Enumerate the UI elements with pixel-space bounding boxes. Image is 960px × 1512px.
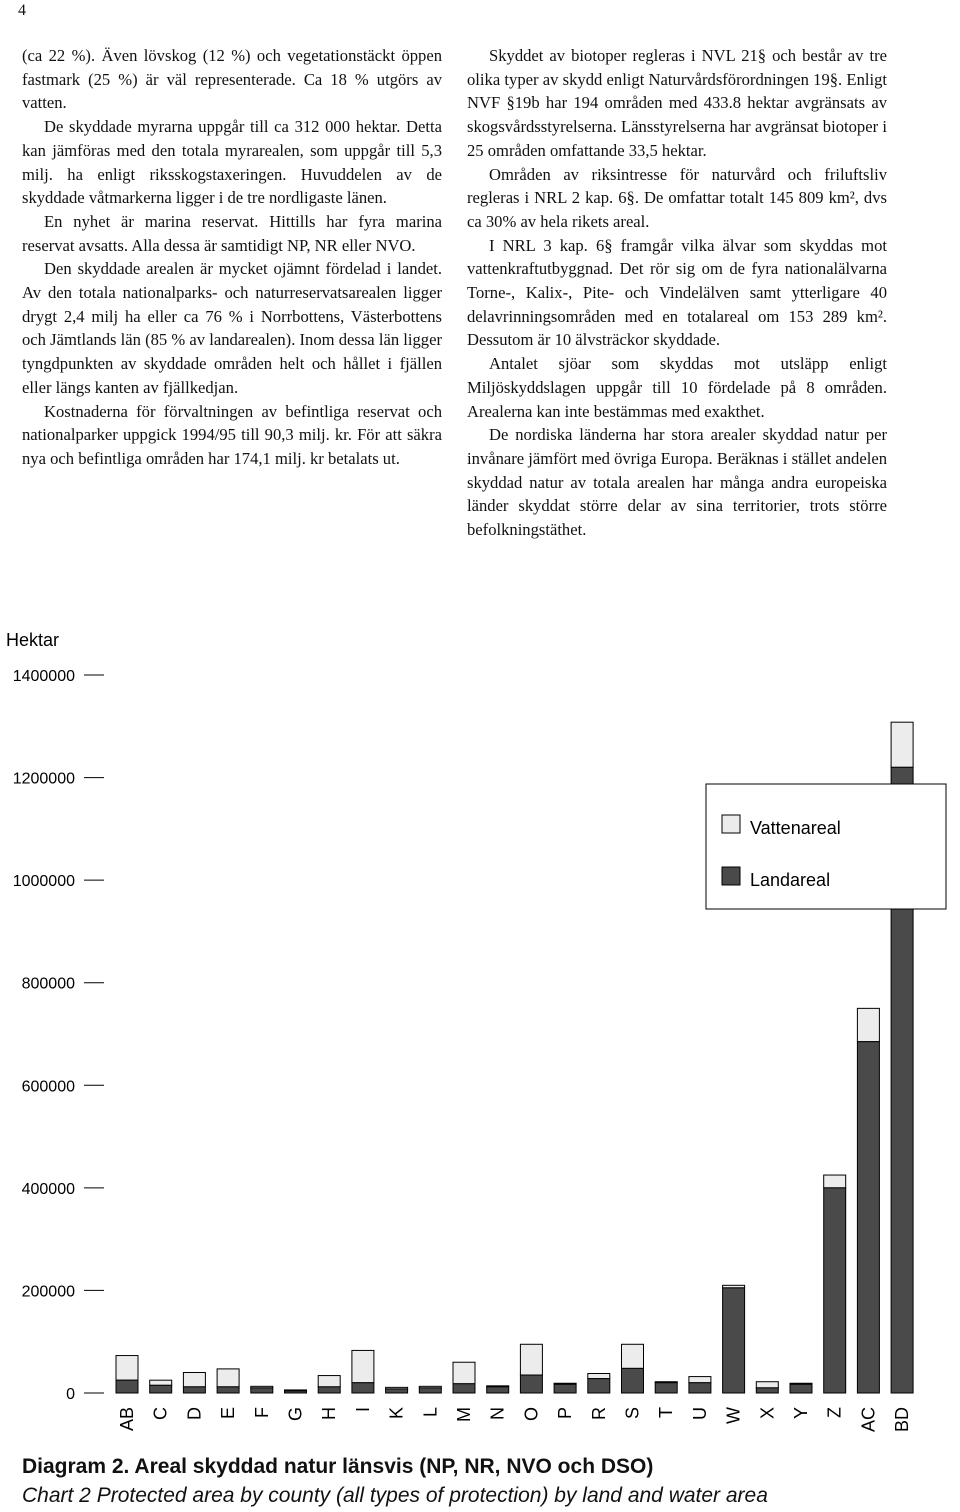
page-number: 4	[18, 2, 26, 19]
paragraph: En nyhet är marina reservat. Hittills har fyra marina reservat avsatts. Alla dessa är samtidigt NP, NR eller NVO.	[22, 211, 442, 255]
bar-land	[285, 1391, 307, 1393]
x-tick-label: P	[555, 1407, 576, 1420]
bar-water	[116, 1356, 138, 1381]
bar-land	[183, 1387, 205, 1393]
bar-water	[318, 1376, 340, 1387]
paragraph: Områden av riksintresse för naturvård och friluftsliv regleras i NRL 2 kap. 6§. De omfattar totalt 145 809 km², dvs ca 30% av hela rikets areal.	[467, 164, 887, 231]
bar-land	[588, 1379, 610, 1393]
bar-land	[790, 1384, 812, 1393]
bar-land	[857, 1042, 879, 1393]
x-tick-label: S	[622, 1407, 643, 1420]
legend-label-water: Vattenareal	[750, 818, 841, 838]
bar-water	[352, 1350, 374, 1382]
bar-land	[554, 1384, 576, 1393]
bar-land	[453, 1384, 475, 1393]
left-column	[22, 44, 442, 471]
legend-swatch-land	[722, 867, 740, 885]
x-tick-label: Y	[791, 1407, 811, 1420]
y-tick-label: 200000	[21, 1283, 75, 1301]
y-tick-label: 0	[66, 1386, 75, 1403]
paragraph: (ca 22 %). Även lövskog (12 %) och vegetationstäckt öppen fastmark (25 %) är väl representerade. Ca 18 % utgörs av vatten.	[22, 46, 442, 113]
x-tick-label: AB	[117, 1407, 137, 1432]
chart-caption-subtitle: Chart 2 Protected area by county (all types of protection) by land and water area	[22, 1484, 768, 1507]
bar-chart	[0, 618, 960, 1448]
bar-land	[689, 1383, 711, 1393]
bar-water	[756, 1382, 778, 1388]
right-column	[467, 44, 887, 542]
y-tick-label: 600000	[21, 1078, 75, 1096]
x-tick-label: BD	[892, 1407, 913, 1433]
x-tick-label: T	[656, 1407, 677, 1418]
paragraph: De skyddade myrarna uppgår till ca 312 000 hektar. Detta kan jämföras med den totala myrarealen, som uppgår till 5,3 milj. ha enligt riksskogstaxeringen. Huvuddelen av de skyddade våtmarkerna ligger i de tre nordligaste länen.	[22, 117, 442, 208]
bar-water	[183, 1372, 205, 1386]
bar-water	[453, 1362, 475, 1384]
bar-water	[622, 1344, 644, 1368]
y-ticks	[13, 668, 104, 1403]
x-tick-label: U	[689, 1407, 710, 1420]
bar-water	[891, 722, 913, 767]
legend-box	[706, 784, 946, 909]
bar-water	[217, 1369, 239, 1387]
x-tick-label: G	[285, 1407, 306, 1422]
bar-water	[857, 1008, 879, 1041]
y-tick-label: 1000000	[12, 873, 75, 891]
y-tick-label: 400000	[21, 1180, 75, 1198]
y-axis-label: Hektar	[6, 630, 60, 650]
x-tick-label: W	[723, 1407, 744, 1424]
x-tick-label: H	[319, 1407, 340, 1420]
y-tick-label: 1400000	[12, 668, 75, 685]
x-tick-label: R	[588, 1407, 609, 1420]
paragraph: I NRL 3 kap. 6§ framgår vilka älvar som skyddas mot vattenkraftutbyggnad. Det rör sig om de fyra nationalälvarna Torne-, Kalix-, Pite- och Vindelälven samt ytterligare 40 delavrinningsområden med en totalareal om 153 289 km². Dessutom är 10 älvsträckor skyddade.	[467, 235, 887, 350]
x-tick-label: F	[251, 1407, 272, 1418]
bar-water	[588, 1374, 610, 1379]
bar-land	[217, 1387, 239, 1393]
bar-water	[689, 1377, 711, 1383]
bar-land	[116, 1380, 138, 1393]
paragraph: De nordiska länderna har stora arealer skyddad natur per invånare jämfört med övriga Europa. Beräknas i stället andelen skyddad natur av totala arealen har många andra europeiska länder skyddat större delar av sina territorier, trots större befolkningstäthet.	[467, 425, 887, 540]
bar-land	[386, 1389, 408, 1393]
x-tick-label: N	[487, 1407, 508, 1420]
bar-land	[723, 1288, 745, 1393]
y-tick-label: 1200000	[12, 770, 75, 788]
bar-water	[150, 1380, 172, 1385]
x-tick-label: Z	[824, 1407, 845, 1418]
paragraph: Kostnaderna för förvaltningen av befintliga reservat och nationalparker uppgick 1994/95 till 90,3 milj. kr. För att säkra nya och befintliga områden har 174,1 milj. kr betalats ut.	[22, 401, 442, 468]
bar-land	[251, 1388, 273, 1393]
paragraph: Antalet sjöar som skyddas mot utsläpp enligt Miljöskyddslagen uppgår till 10 fördelade på 8 områden. Arealerna kan inte bestämmas med exakthet.	[467, 354, 887, 421]
bar-land	[756, 1388, 778, 1393]
bar-land	[655, 1383, 677, 1393]
x-tick-label: X	[757, 1407, 778, 1420]
bar-land	[318, 1387, 340, 1393]
x-tick-label: I	[352, 1407, 373, 1413]
bar-land	[622, 1368, 644, 1393]
x-tick-label: L	[420, 1407, 441, 1418]
legend-label-land: Landareal	[750, 870, 831, 890]
x-tick-label: E	[218, 1407, 239, 1420]
x-tick-label: M	[454, 1407, 474, 1422]
chart-caption-title: Diagram 2. Areal skyddad natur länsvis (NP, NR, NVO och DSO)	[22, 1455, 654, 1478]
bar-land	[824, 1188, 846, 1393]
x-tick-label: K	[386, 1407, 407, 1420]
y-tick-label: 800000	[21, 975, 75, 993]
bar-land	[150, 1385, 172, 1393]
x-tick-label: D	[184, 1407, 205, 1420]
legend-swatch-water	[722, 815, 740, 833]
bar-land	[487, 1387, 509, 1393]
paragraph: Skyddet av biotoper regleras i NVL 21§ och består av tre olika typer av skydd enligt Naturvårdsförordningen 19§. Enligt NVF §19b har 194 områden med 433.8 hektar avgränsats av skogsvårdsstyrelserna. Länsstyrelserna har avgränsat biotoper i 25 områden omfattande 33,5 hektar.	[467, 46, 887, 160]
bar-water	[824, 1175, 846, 1188]
bar-land	[352, 1383, 374, 1393]
legend	[706, 784, 946, 909]
bar-water	[520, 1344, 542, 1375]
x-tick-label: AC	[858, 1407, 879, 1433]
x-tick-label: O	[521, 1407, 542, 1422]
bar-land	[419, 1388, 441, 1393]
x-tick-labels	[117, 1407, 912, 1432]
paragraph: Den skyddade arealen är mycket ojämnt fördelad i landet. Av den totala nationalparks- och naturreservatsarealen ligger drygt 2,4 milj ha eller ca 76 % i Norrbottens, Västerbottens och Jämtlands län (85 % av landarealen). Inom dessa län ligger tyngdpunkten av skyddade områden helt och hållet i fjällen eller längs kanten av fjällkedjan.	[22, 259, 442, 397]
bar-land	[520, 1375, 542, 1393]
x-tick-label: C	[150, 1407, 171, 1420]
